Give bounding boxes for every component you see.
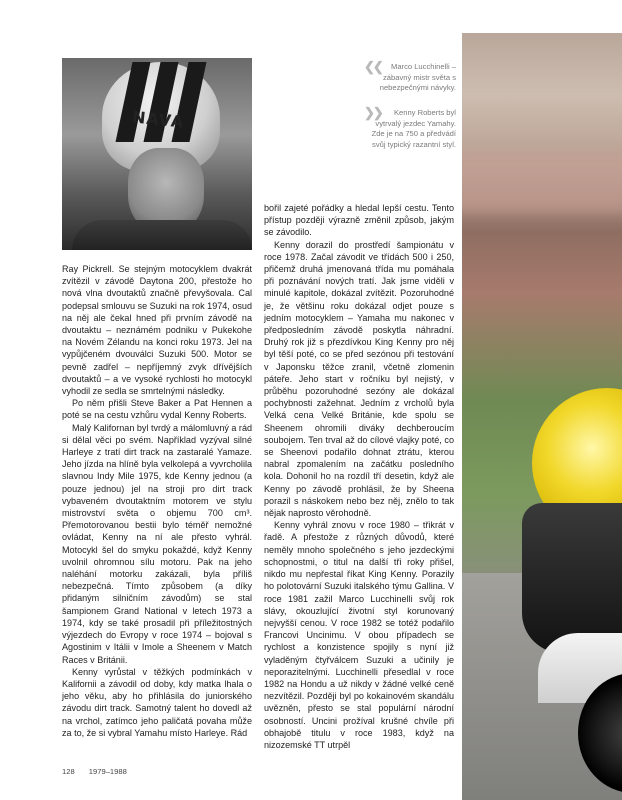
caption-text: Marco Lucchinelli – zábavný mistr světa s nebezpečnými návyky.	[379, 62, 456, 92]
caption-arrow-icon: ❮❮	[364, 59, 382, 74]
racing-motorcycle-photo	[462, 33, 622, 800]
helmet-rider-photo	[62, 58, 252, 250]
paragraph: Kenny dorazil do prostředí šampionátu v roce 1978. Začal závodit ve třídách 500 i 250, přičemž druhá jmenovaná třída mu pomáhala při poznávání nových tratí. Jak jsme viděli v minulé kapitole, dokázal zvítězit. Pozoruhodné je, že většinu roku dokázal odjet pouze s jedním motocyklem – Yamaha mu nakonec v předposledním závodě poskytla náhradní. Druhý rok již s přezdívkou King Kenny pro něj byl těší poté, co se před sezónou při testování v Japonsku těžce zranil, včetně zlomenin páteře. Jeho start v ročníku byl nejistý, v průběhu pozoruhodné sezóny ale dokázal pochybnosti zažehnat. Jedním z vrcholů byla Velká cena Velké Británie, kde spolu se Sheenem ohromili diváky dechberoucím soubojem. Ten trval až do cílové vlajky poté, co se Sheenovi podařilo dohnat ztrátu, kterou nabral zpomalením na začátku posledního kola. Dohonil ho na rozdíl tří desetin, když ale Kenny po závodě prohlásil, že by Sheena porazil s náskokem nebo bez něj, znělo to tak nějak naprosto věrohodně.	[264, 239, 454, 519]
paragraph: bořil zajeté pořádky a hledal lepší cestu. Tento přístup později výrazně změnil způsob, jakým se závodilo.	[264, 203, 454, 238]
caption-roberts	[364, 105, 456, 150]
paragraph: Kenny vyrůstal v těžkých podmínkách v Kalifornii a závodil od doby, kdy matka lhala o jeho věku, aby ho přihlásila do juniorského závodu dirt track. Samotný talent ho dovedl až na vrchol, zatímco jeho paličatá povaha může za to, že si vybral Yamahu místo Harleye. Rád	[62, 666, 252, 738]
rider-leathers	[522, 503, 622, 653]
chapter-period: 1979–1988	[88, 767, 127, 776]
caption-text: Kenny Roberts byl vytrvalý jezdec Yamahy. Zde je na 750 a předvádí svůj typický razantní styl.	[371, 108, 456, 149]
rider-shirt	[72, 220, 252, 250]
paragraph: Malý Kalifornan byl tvrdý a málomluvný a rád si dělal věci po svém. Například vyzýval silné Harleye z tratí dirt track na zastaralé Yamaze. Jeho jízda na hlíně byla velkolepá a vyvrcholila slavnou Indy Mile 1975, kde Kenny jednou (a pouze jednou) jel na stroji pro dirt track vybaveném dvoutaktním motorem ve stylu mistrovství světa o objemu 700 cm³. Přemotorovanou bestii bylo téměř nemožné ovládat, Kenny na ní ale přesto vyhrál. Motocykl šel do smyku pokaždé, když Kenny uvolnil ohromnou sílu motoru. Pak na jeho naléhání motorku zakázali, byla příliš nebezpečná. Tímto způsobem (a díky přidaným silničním závodům) se stal šampionem Grand National v letech 1973 a 1974, kdy se také prosadil při příležitostných výjezdech do Evropy v roce 1974 – bojoval s Agostinim v Itálii v Imole a Sheenem v Match Races v Británii.	[62, 422, 253, 665]
caption-arrow-icon: ❯❯	[364, 105, 382, 120]
page-number: 128	[62, 767, 75, 776]
caption-lucchinelli	[364, 59, 456, 94]
left-text-column	[62, 263, 252, 739]
right-text-column	[264, 202, 454, 751]
paragraph: Po něm přišli Steve Baker a Pat Hennen a poté se na cestu vzhůru vydal Kenny Roberts.	[62, 398, 252, 421]
paragraph: Kenny vyhrál znovu v roce 1980 – třikrát v řadě. A přestože z různých důvodů, které neměly mnoho společného s jeho jezdeckými schopnostmi, o titul na další tři roky přišel, nikdo mu nepřestal říkat King Kenny. Porazily ho polotovární Suzuki italského týmu Gallina. V roce 1981 zažil Marco Lucchinelli svůj rok slávy, okouzlující životní styl korunovaný nejvyšší cenou. V roce 1982 se totéž podařilo Francovi Uncinimu. V obou případech se rychlost a konzistence spojily s nyní již vyladěným čtyřválcem Suzuki a učinily je neporazitelnými. Lucchinelli přesedlal v roce 1982 na Hondu a už nikdy v žádné velké ceně nezvítězil. Později byl po kokainovém skandálu uvězněn, přesto se stal populární národní osobností. Uncini prožíval krušné chvíle při obhajobě titulu v roce 1983, když na nizozemské TT utrpěl	[264, 520, 454, 750]
helmet-lettering: NAVA	[131, 107, 186, 132]
page-footer	[62, 767, 139, 776]
paragraph: Ray Pickrell. Se stejným motocyklem dvakrát zvítězil v závodě Daytona 200, přestože ho nová vlna dvoutaktů značně převyšovala. Cal podepsal smlouvu se Suzuki na rok 1974, osud na něj ale čekal hned při prvním závodě na dvoutaktu – neznámém podniku v Pukekohe na Novém Zélandu na konci roku 1973. Jel na vypůjčeném dvouválci Suzuki 500. Motor se pevně zadřel – nepříjemný zvyk dřívějších dvoutaktů – a ve vysoké rychlosti ho motocykl vyhodil ze sedla se smrtelnými následky.	[62, 264, 252, 397]
